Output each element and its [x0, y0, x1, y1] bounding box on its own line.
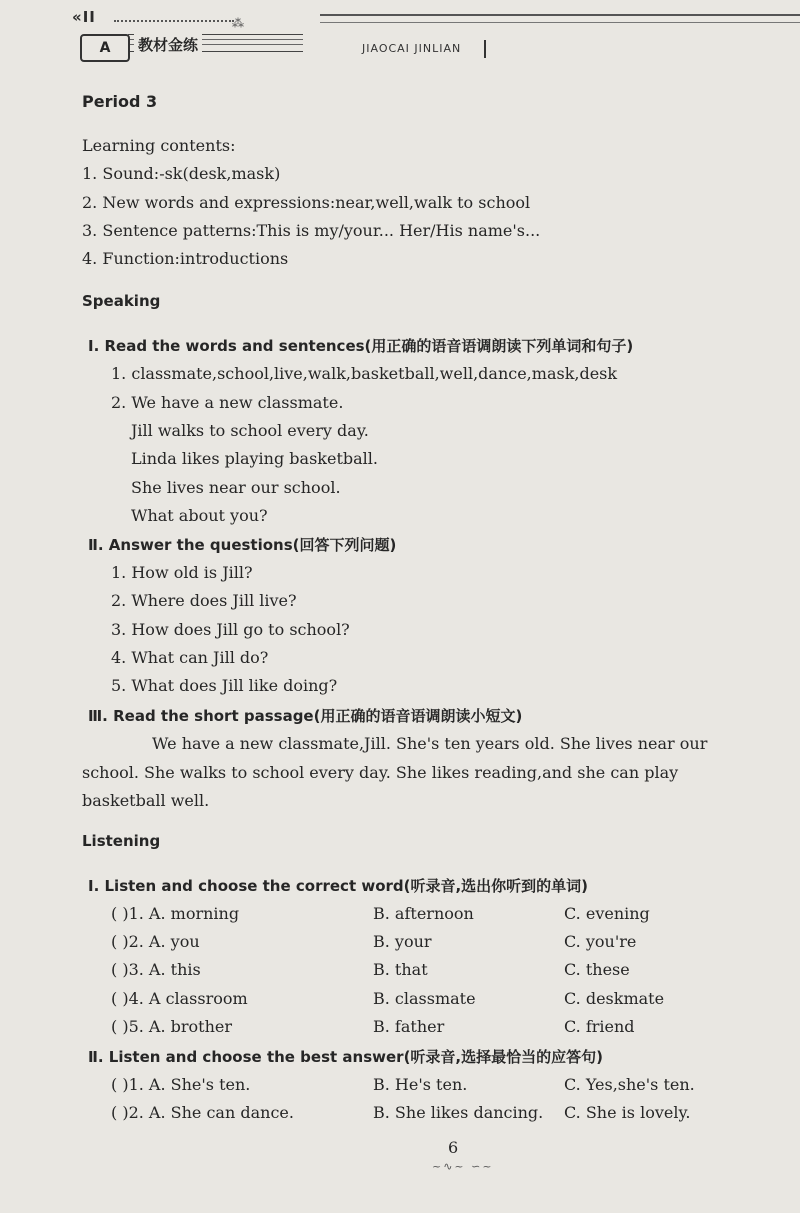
header-ornament-icon: ⁂	[232, 16, 244, 30]
speaking-part2-title: Ⅱ. Answer the questions(回答下列问题)	[88, 536, 397, 554]
choice-a: ( )2. A. She can dance.	[111, 1103, 294, 1122]
choice-a: ( )1. A. morning	[111, 904, 240, 923]
choice-a: ( )1. A. She's ten.	[111, 1075, 251, 1094]
choice-c: C. you're	[564, 932, 637, 951]
choice-c: C. deskmate	[564, 989, 665, 1008]
learning-heading: Learning contents:	[82, 136, 236, 155]
learning-item: 4. Function:introductions	[82, 249, 289, 268]
choice-c: C. these	[564, 960, 630, 979]
header-divider	[484, 40, 486, 58]
choice-b: B. classmate	[373, 989, 476, 1008]
section-marker: «II	[72, 8, 96, 26]
book-title: 教材金练	[134, 34, 202, 55]
choice-c: C. evening	[564, 904, 650, 923]
choice-a: ( )4. A classroom	[111, 989, 248, 1008]
footer-ornament-icon: ~∿~ ∽~	[432, 1160, 494, 1173]
listening-heading: Listening	[82, 832, 161, 850]
learning-item: 2. New words and expressions:near,well,walk to school	[82, 193, 531, 212]
question: 2. Where does Jill live?	[111, 591, 297, 610]
question: 5. What does Jill like doing?	[111, 676, 338, 695]
passage-line: We have a new classmate,Jill. She's ten years old. She lives near our	[152, 734, 708, 753]
sentence-line: Jill walks to school every day.	[131, 421, 369, 440]
sentence-line: 2. We have a new classmate.	[111, 393, 344, 412]
choice-c: C. She is lovely.	[564, 1103, 691, 1122]
listening-part1-title: Ⅰ. Listen and choose the correct word(听录音,选出你听到的单词)	[88, 877, 589, 895]
choice-a: ( )3. A. this	[111, 960, 201, 979]
question: 3. How does Jill go to school?	[111, 620, 350, 639]
series-badge: A	[80, 34, 130, 62]
choice-b: B. your	[373, 932, 432, 951]
choice-c: C. Yes,she's ten.	[564, 1075, 695, 1094]
passage-line: basketball well.	[82, 791, 210, 810]
sentence-line: Linda likes playing basketball.	[131, 449, 378, 468]
page-header	[0, 0, 800, 80]
choice-b: B. that	[373, 960, 428, 979]
choice-a: ( )2. A. you	[111, 932, 200, 951]
listening-part2-title: Ⅱ. Listen and choose the best answer(听录音,选择最恰当的应答句)	[88, 1048, 603, 1066]
question: 4. What can Jill do?	[111, 648, 269, 667]
word-list: 1. classmate,school,live,walk,basketball,well,dance,mask,desk	[111, 364, 618, 383]
header-rule	[320, 14, 800, 23]
learning-item: 1. Sound:-sk(desk,mask)	[82, 164, 281, 183]
choice-b: B. She likes dancing.	[373, 1103, 544, 1122]
sentence-line: What about you?	[131, 506, 268, 525]
choice-b: B. He's ten.	[373, 1075, 468, 1094]
sentence-line: She lives near our school.	[131, 478, 341, 497]
choice-b: B. father	[373, 1017, 445, 1036]
choice-b: B. afternoon	[373, 904, 474, 923]
book-title-pinyin: JIAOCAI JINLIAN	[362, 42, 462, 55]
speaking-part1-title: Ⅰ. Read the words and sentences(用正确的语音语调朗读下列单词和句子)	[88, 337, 634, 355]
page-number: 6	[448, 1138, 459, 1157]
speaking-part3-title: Ⅲ. Read the short passage(用正确的语音语调朗读小短文)	[88, 707, 523, 725]
passage-line: school. She walks to school every day. She likes reading,and she can play	[82, 763, 679, 782]
dotted-rule	[114, 20, 234, 22]
choice-a: ( )5. A. brother	[111, 1017, 233, 1036]
choice-c: C. friend	[564, 1017, 635, 1036]
period-title: Period 3	[82, 92, 158, 111]
speaking-heading: Speaking	[82, 292, 161, 310]
learning-item: 3. Sentence patterns:This is my/your... Her/His name's...	[82, 221, 541, 240]
question: 1. How old is Jill?	[111, 563, 253, 582]
